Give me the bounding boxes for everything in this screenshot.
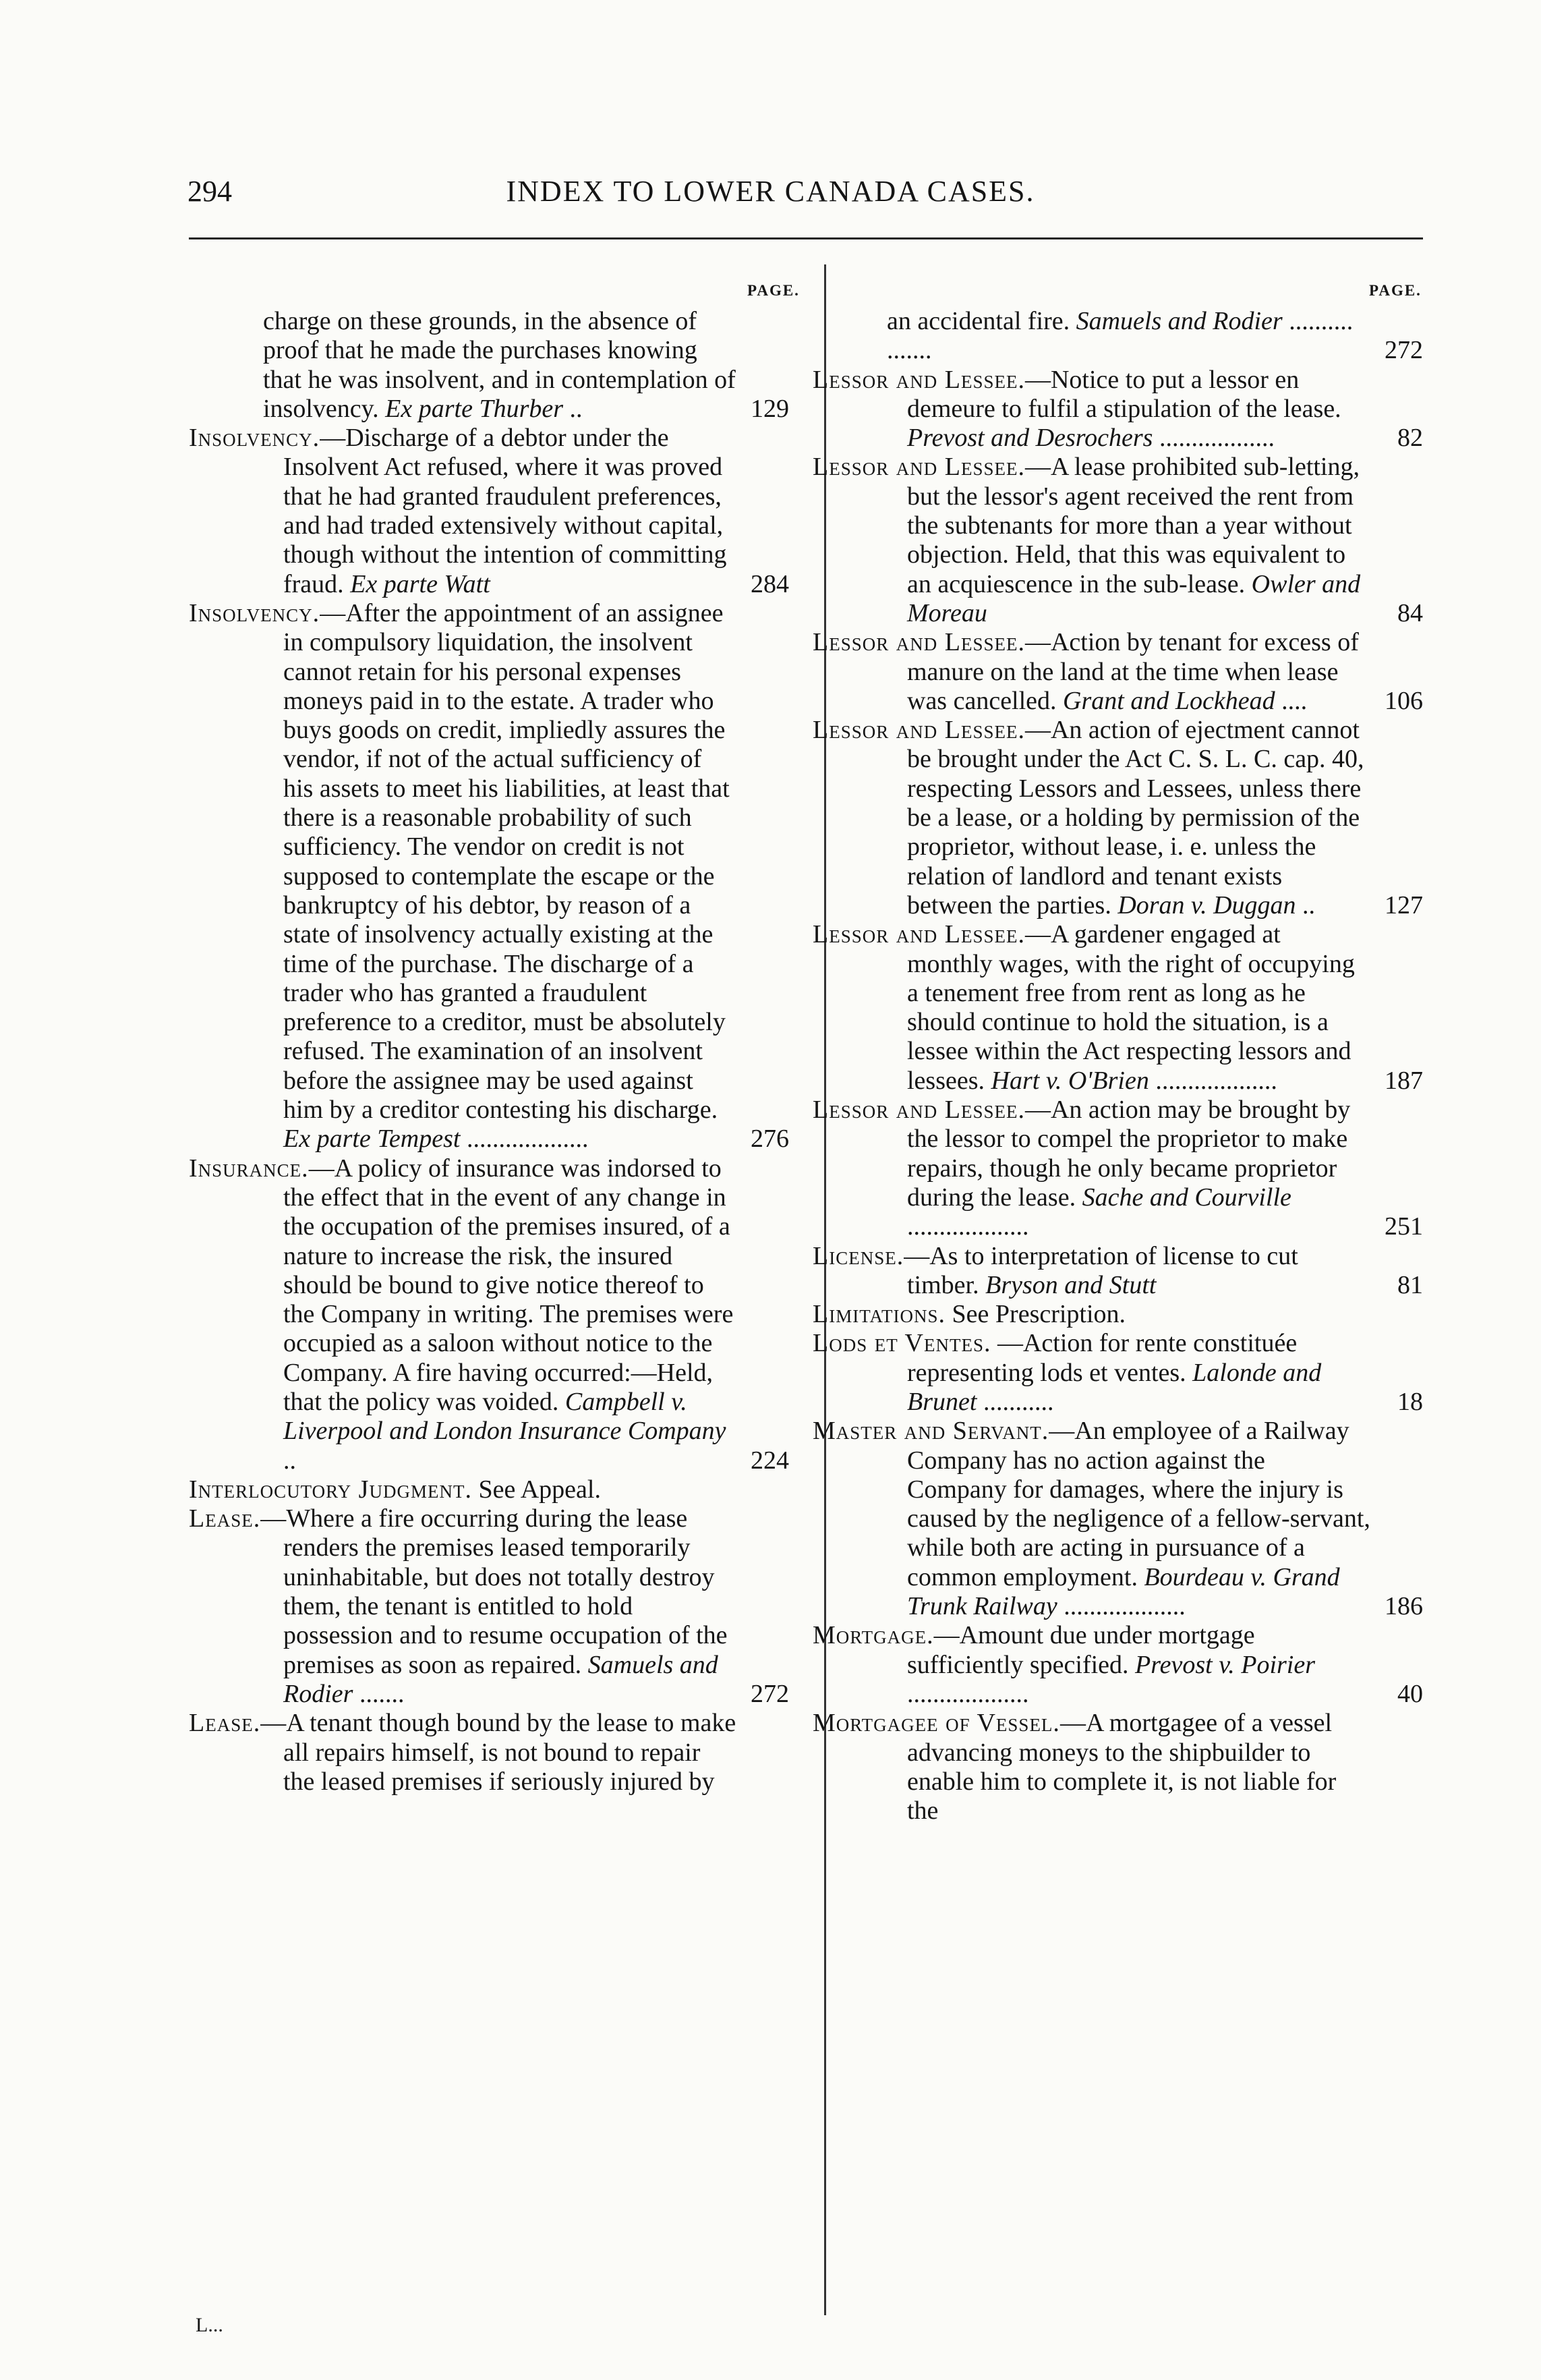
entry-page-number: 127 xyxy=(1385,890,1423,919)
entry-page-number: 129 xyxy=(751,394,789,423)
entry-heading: License. xyxy=(813,1241,904,1270)
entry-leader: ................... xyxy=(466,1125,589,1154)
index-entry xyxy=(813,366,1423,453)
entry-case: Prevost v. Poirier xyxy=(1135,1650,1316,1679)
index-entry xyxy=(813,1417,1423,1621)
entry-text: —An action may be brought by the lessor to compel the proprietor to make repairs, though he only became proprietor during the lease. xyxy=(907,1096,1351,1212)
entry-leader: ................... xyxy=(1155,1066,1277,1095)
entry-heading: Interlocutory Judgment. xyxy=(189,1475,472,1504)
entry-text: —A tenant though bound by the lease to make all repairs himself, is not bound to repair the leased premises if seriously injured by xyxy=(260,1709,736,1796)
entry-leader: .................. xyxy=(1159,424,1275,453)
entry-heading: Lessor and Lessee. xyxy=(813,920,1025,949)
entry-text: See Appeal. xyxy=(471,1475,601,1504)
entry-page-number: 272 xyxy=(1385,336,1423,365)
entry-heading: Lessor and Lessee. xyxy=(813,1096,1025,1125)
entry-text: —A lease prohibited sub-letting, but the lessor's agent received the rent from the subtenants for more than a year without objection. Held, that this was equivalent to an acquiescence in the sub-lease. xyxy=(907,453,1360,598)
entry-page-number: 82 xyxy=(1397,424,1423,453)
entry-heading: Master and Servant. xyxy=(813,1417,1049,1446)
entry-leader: .. xyxy=(569,394,583,423)
entry-heading: Lessor and Lessee. xyxy=(813,716,1025,745)
entry-text: charge on these grounds, in the absence of proof that he made the purchases knowing that he was insolvent, and in contemplation of insolvency. xyxy=(263,307,736,423)
entry-text: —Amount due under mortgage sufficiently specified. xyxy=(907,1621,1255,1679)
entry-heading: Insurance. xyxy=(189,1154,309,1183)
entry-text: —Action by tenant for excess of manure on the land at the time when lease was cancelled. xyxy=(907,628,1359,715)
entry-heading: Lods et Ventes. xyxy=(813,1329,991,1358)
index-entry xyxy=(813,307,1423,366)
entry-leader: .. xyxy=(283,1446,296,1475)
entry-case: Owler and Moreau xyxy=(907,569,1361,627)
index-entry xyxy=(813,1709,1423,1825)
entry-heading: Lease. xyxy=(189,1709,261,1738)
entry-page-number: 18 xyxy=(1397,1387,1423,1416)
right-column-page-label: PAGE. xyxy=(1369,282,1422,299)
index-entry xyxy=(813,716,1423,920)
entry-case: Ex parte Watt xyxy=(350,569,490,598)
entry-case: Prevost and Desrochers xyxy=(907,424,1153,453)
header-rule xyxy=(189,237,1423,239)
index-entry xyxy=(189,1154,789,1475)
entry-text: —An action of ejectment cannot be brought under the Act C. S. L. C. cap. 40, respecting Lessors and Lessees, unless there be a lease, or a holding by permission of the proprietor, without lease, i. e. unless the relation of landlord and tenant exists between the parties. xyxy=(907,716,1364,919)
printer-mark: L... xyxy=(196,2314,223,2336)
entry-page-number: 81 xyxy=(1397,1270,1423,1299)
entry-page-number: 84 xyxy=(1397,598,1423,627)
entry-page-number: 276 xyxy=(751,1125,789,1154)
entry-leader: ........... xyxy=(983,1387,1054,1416)
entry-heading: Limitations. xyxy=(813,1300,946,1329)
entry-leader: ....... xyxy=(359,1679,405,1708)
index-entry xyxy=(189,1504,789,1709)
left-column-page-label: PAGE. xyxy=(747,282,800,299)
entry-page-number: 251 xyxy=(1385,1212,1423,1241)
entry-heading: Mortgagee of Vessel. xyxy=(813,1709,1060,1738)
entry-page-number: 186 xyxy=(1385,1592,1423,1621)
entry-heading: Lease. xyxy=(189,1504,261,1533)
index-entry xyxy=(189,599,789,1154)
entry-text: an accidental fire. xyxy=(887,307,1070,335)
entry-case: Campbell v. Liverpool and London Insurance Company xyxy=(283,1387,726,1446)
left-index-column xyxy=(189,307,789,1796)
index-entry xyxy=(189,424,789,599)
entry-leader: ................... xyxy=(1064,1592,1186,1621)
entry-case: Bryson and Stutt xyxy=(985,1270,1157,1299)
entry-text: —Discharge of a debtor under the Insolvent Act refused, where it was proved that he had granted fraudulent preferences, and had traded extensively without capital, though without the intention of committing fraud. xyxy=(283,424,727,598)
entry-leader: .... xyxy=(1281,686,1308,715)
entry-case: Samuels and Rodier xyxy=(1076,307,1283,335)
entry-case: Bourdeau v. Grand Trunk Railway xyxy=(907,1562,1340,1621)
entry-leader: ................... xyxy=(907,1679,1029,1708)
index-entry xyxy=(813,1096,1423,1241)
index-entry xyxy=(813,628,1423,716)
entry-text: —Action for rente constituée representing lods et ventes. xyxy=(907,1329,1298,1387)
entry-page-number: 40 xyxy=(1397,1679,1423,1708)
index-entry xyxy=(813,1329,1423,1417)
entry-leader: .......... ....... xyxy=(887,307,1354,365)
entry-heading: Mortgage. xyxy=(813,1621,934,1650)
index-entry xyxy=(813,1242,1423,1301)
right-index-column xyxy=(813,307,1423,1825)
index-entry xyxy=(813,1621,1423,1709)
entry-page-number: 106 xyxy=(1385,686,1423,715)
entry-leader: ................... xyxy=(907,1212,1029,1241)
page-title: INDEX TO LOWER CANADA CASES. xyxy=(506,175,1035,208)
entry-text: —A mortgagee of a vessel advancing moneys to the shipbuilder to enable him to complete it, is not liable for the xyxy=(907,1709,1337,1825)
entry-text: —After the appointment of an assignee in compulsory liquidation, the insolvent cannot retain for his personal expenses moneys paid in to the estate. A trader who buys goods on credit, impliedly assures the vendor, if not of the actual sufficiency of his assets to meet his liabilities, at least that there is a reasonable probability of such sufficiency. The vendor on credit is not supposed to contemplate the escape or the bankruptcy of his debtor, by reason of a state of insolvency actually existing at the time of the purchase. The discharge of a trader who has granted a fraudulent preference to a creditor, must be absolutely refused. The examination of an insolvent before the assignee may be used against him by a creditor contesting his discharge. xyxy=(283,598,730,1125)
index-entry xyxy=(813,453,1423,628)
entry-text: —Notice to put a lessor en demeure to fulfil a stipulation of the lease. xyxy=(907,365,1341,423)
index-entry xyxy=(189,1709,789,1796)
entry-page-number: 224 xyxy=(751,1446,789,1475)
entry-text: —A gardener engaged at monthly wages, with the right of occupying a tenement free from rent as long as he should continue to hold the situation, is a lessee within the Act respecting lessors and lessees. xyxy=(907,920,1355,1095)
index-entry xyxy=(813,1300,1423,1329)
entry-case: Doran v. Duggan xyxy=(1117,890,1296,919)
entry-heading: Lessor and Lessee. xyxy=(813,365,1025,394)
entry-heading: Insolvency. xyxy=(189,424,320,453)
entry-case: Sache and Courville xyxy=(1082,1183,1291,1212)
index-entry xyxy=(813,920,1423,1096)
entry-case: Hart v. O'Brien xyxy=(991,1066,1149,1095)
entry-text: See Prescription. xyxy=(946,1300,1126,1329)
entry-leader: .. xyxy=(1302,890,1316,919)
entry-text: —An employee of a Railway Company has no action against the Company for damages, where the injury is caused by the negligence of a fellow-servant, while both are acting in pursuance of a common employment. xyxy=(907,1417,1370,1591)
index-entry xyxy=(189,307,789,424)
entry-text: —Where a fire occurring during the lease renders the premises leased temporarily uninhabitable, but does not totally destroy them, the tenant is entitled to hold possession and to resume occupation of the premises as soon as repaired. xyxy=(260,1504,728,1679)
entry-page-number: 272 xyxy=(751,1679,789,1708)
entry-case: Grant and Lockhead xyxy=(1063,686,1275,715)
entry-case: Ex parte Thurber xyxy=(385,394,564,423)
entry-heading: Lessor and Lessee. xyxy=(813,453,1025,482)
entry-case: Lalonde and Brunet xyxy=(907,1358,1322,1416)
entry-text: —A policy of insurance was indorsed to the effect that in the event of any change in the occupation of the premises insured, of a nature to increase the risk, the insured should be bound to give notice thereof to the Company in writing. The premises were occupied as a saloon without notice to the Company. A fire having occurred:—Held, that the policy was voided. xyxy=(283,1154,734,1416)
entry-page-number: 187 xyxy=(1385,1066,1423,1095)
index-entry xyxy=(189,1475,789,1504)
entry-text: —As to interpretation of license to cut timber. xyxy=(904,1241,1298,1299)
entry-heading: Insolvency. xyxy=(189,598,320,627)
entry-page-number: 284 xyxy=(751,569,789,598)
entry-case: Samuels and Rodier xyxy=(283,1650,718,1708)
page-number: 294 xyxy=(187,175,232,208)
entry-heading: Lessor and Lessee. xyxy=(813,628,1025,657)
entry-case: Ex parte Tempest xyxy=(283,1125,461,1154)
